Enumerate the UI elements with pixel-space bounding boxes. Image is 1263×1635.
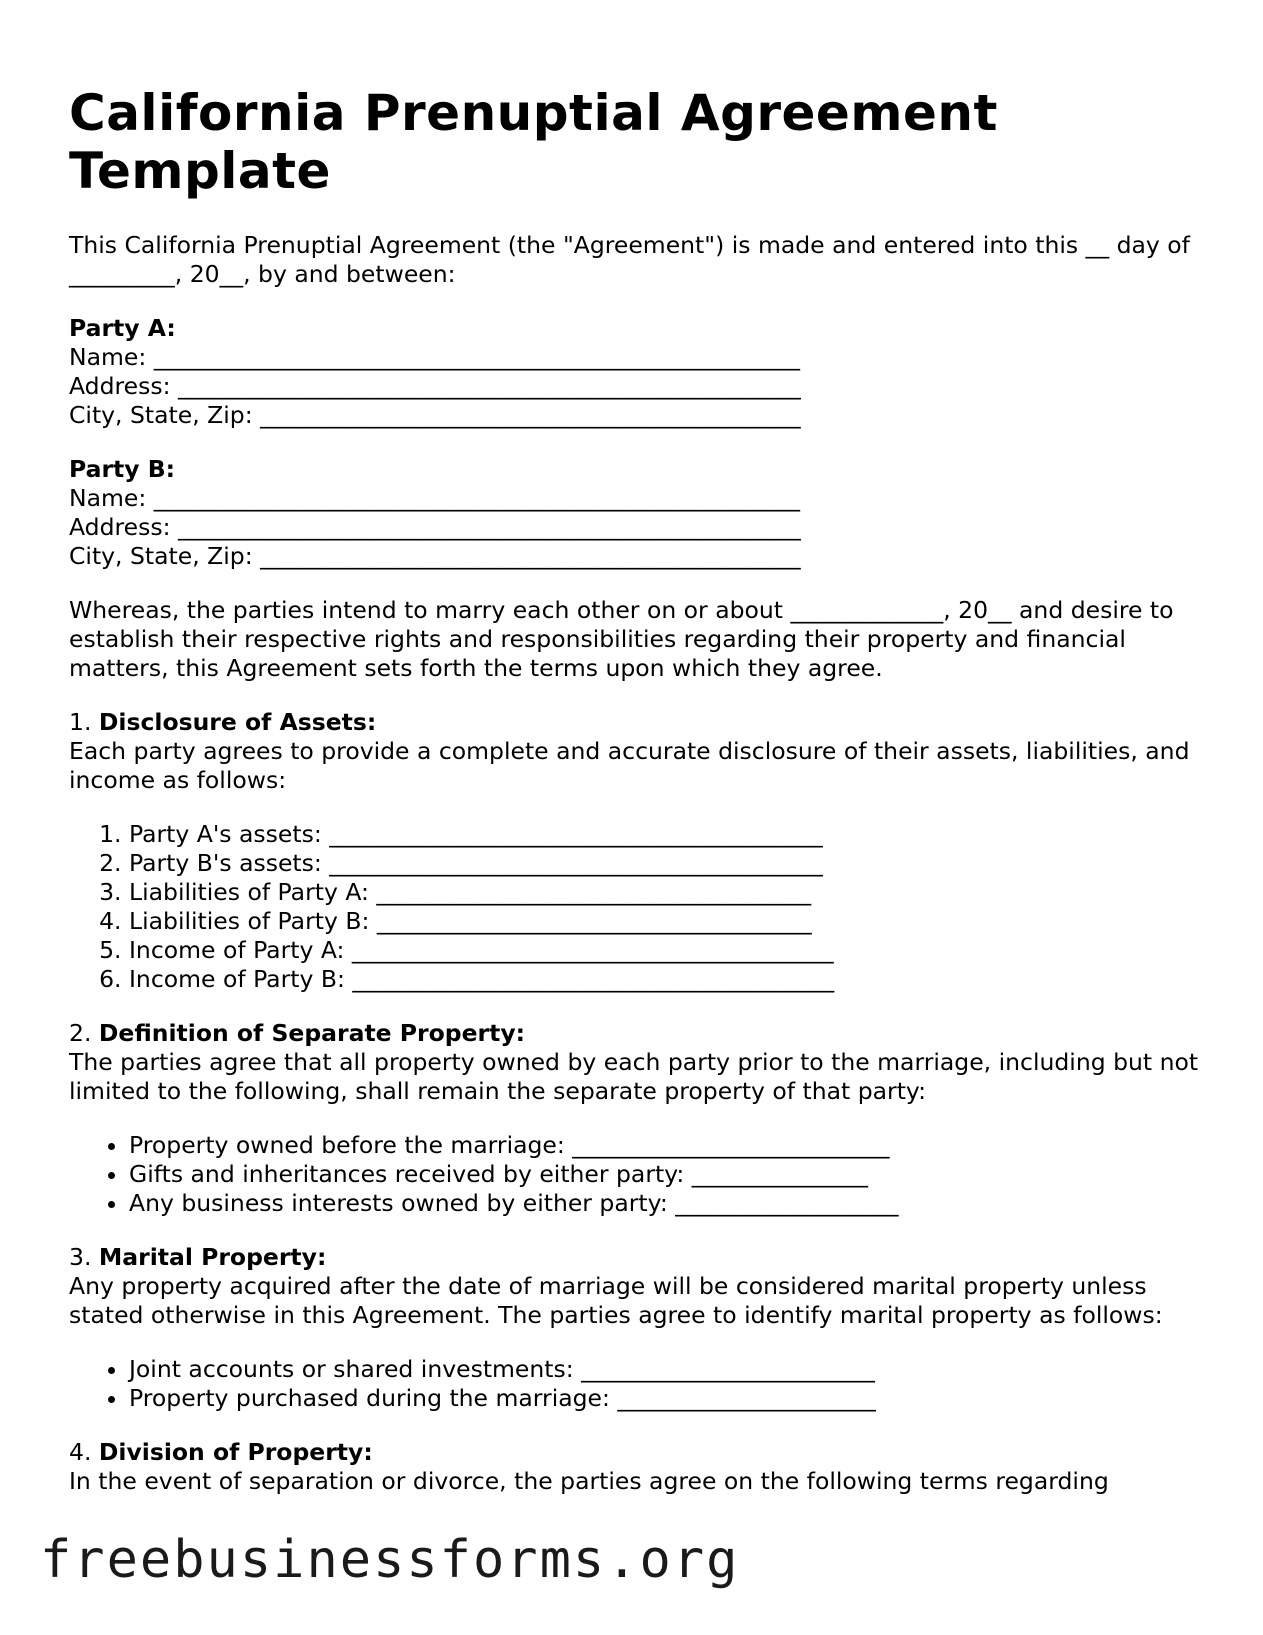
list-item[interactable]: • Gifts and inheritances received by either party: _______________ [129, 1160, 1209, 1189]
party-a-name-field[interactable]: Name: _______________________________________________________ [69, 343, 800, 371]
list-item[interactable]: 5. Income of Party A: _________________________________________ [129, 936, 1209, 965]
section-4-number: 4. [69, 1438, 99, 1466]
party-b-block [69, 455, 1209, 571]
party-a-address-field[interactable]: Address: _____________________________________________________ [69, 372, 801, 400]
section-3-body: Any property acquired after the date of marriage will be considered marital property unless stated otherwise in this Agreement. The parties agree to identify marital property as follows: [69, 1272, 1163, 1329]
party-a-block [69, 314, 1209, 430]
list-item[interactable]: 2. Party B's assets: __________________________________________ [129, 849, 1209, 878]
section-1-number: 1. [69, 708, 99, 736]
section-4 [69, 1438, 1209, 1467]
section-3 [69, 1243, 1209, 1272]
party-b-name-field[interactable]: Name: _______________________________________________________ [69, 484, 800, 512]
section-2 [69, 1019, 1209, 1048]
section-3-number: 3. [69, 1243, 99, 1271]
party-a-city-field[interactable]: City, State, Zip: ______________________________________________ [69, 401, 801, 429]
party-a-heading: Party A: [69, 314, 176, 342]
list-item[interactable]: • Property owned before the marriage: ___________________________ [129, 1131, 1209, 1160]
section-2-list [69, 1131, 1209, 1218]
intro-paragraph: This California Prenuptial Agreement (the "Agreement") is made and entered into this __ day of _________, 20__, by and between: [69, 231, 1190, 288]
list-item[interactable]: • Joint accounts or shared investments: _________________________ [129, 1355, 1209, 1384]
section-1-body: Each party agrees to provide a complete and accurate disclosure of their assets, liabilities, and income as follows: [69, 737, 1190, 794]
list-item[interactable]: • Any business interests owned by either party: ___________________ [129, 1189, 1209, 1218]
whereas-paragraph: Whereas, the parties intend to marry each other on or about _____________, 20__ and desire to establish their respective rights and responsibilities regarding their property and financial matters, this Agreement sets forth the terms upon which they agree. [69, 596, 1174, 682]
list-item[interactable]: 6. Income of Party B: _________________________________________ [129, 965, 1209, 994]
list-item[interactable]: 4. Liabilities of Party B: _____________________________________ [129, 907, 1209, 936]
section-1-heading: Disclosure of Assets: [98, 708, 377, 736]
section-4-body: In the event of separation or divorce, the parties agree on the following terms regarding [69, 1467, 1109, 1495]
document-page [69, 84, 1209, 1496]
section-1 [69, 708, 1209, 737]
list-item[interactable]: 1. Party A's assets: __________________________________________ [129, 820, 1209, 849]
section-2-number: 2. [69, 1019, 99, 1047]
party-b-address-field[interactable]: Address: _____________________________________________________ [69, 513, 801, 541]
party-b-city-field[interactable]: City, State, Zip: ______________________________________________ [69, 542, 801, 570]
party-b-heading: Party B: [69, 455, 176, 483]
section-3-list [69, 1355, 1209, 1413]
section-4-heading: Division of Property: [98, 1438, 373, 1466]
section-2-body: The parties agree that all property owned by each party prior to the marriage, including but not limited to the following, shall remain the separate property of that party: [69, 1048, 1199, 1105]
list-item[interactable]: 3. Liabilities of Party A: _____________________________________ [129, 878, 1209, 907]
document-title: California Prenuptial Agreement Template [69, 84, 998, 200]
section-1-list [69, 820, 1209, 994]
section-3-heading: Marital Property: [98, 1243, 327, 1271]
list-item[interactable]: • Property purchased during the marriage: ______________________ [129, 1384, 1209, 1413]
watermark-text: freebusinessforms.org [40, 1530, 747, 1590]
section-2-heading: Definition of Separate Property: [98, 1019, 526, 1047]
